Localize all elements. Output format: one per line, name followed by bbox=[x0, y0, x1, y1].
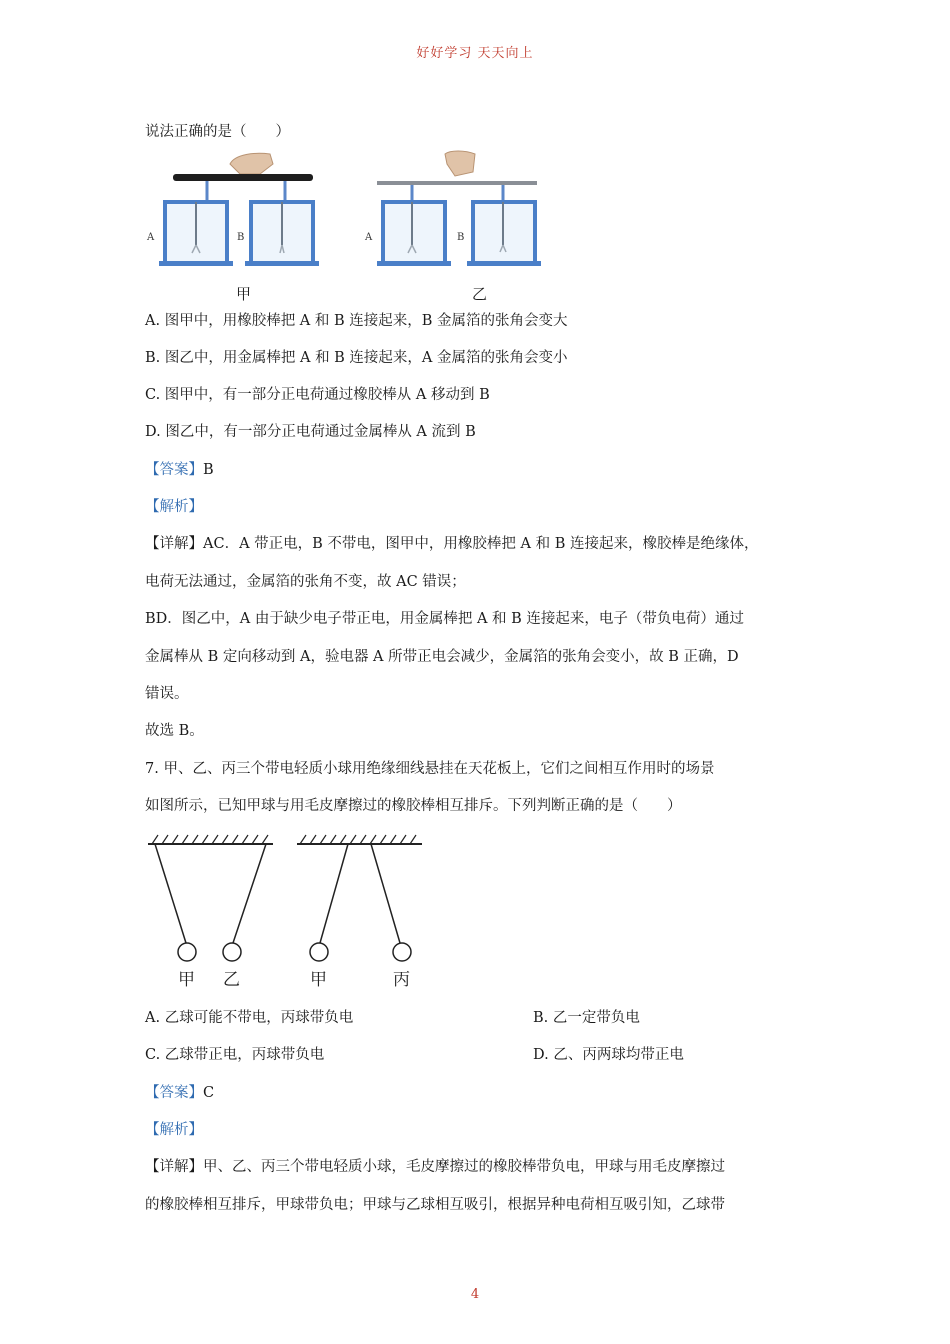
ball-label-jia: 甲 bbox=[310, 970, 327, 990]
answer-tag: 【答案】 bbox=[145, 1085, 203, 1101]
electroscope-figure-yi bbox=[365, 150, 545, 270]
q6-analysis-tag: 【解析】 bbox=[145, 499, 203, 515]
q6-option-a: A. 图甲中，用橡胶棒把 A 和 B 连接起来，B 金属箔的张角会变大 bbox=[145, 313, 568, 329]
q6-stem-tail: 说法正确的是（ ） bbox=[145, 124, 290, 140]
q7-analysis-tag: 【解析】 bbox=[145, 1122, 203, 1138]
q7-option-a: A. 乙球可能不带电，丙球带负电 bbox=[145, 1010, 354, 1026]
q6-option-b: B. 图乙中，用金属棒把 A 和 B 连接起来，A 金属箔的张角会变小 bbox=[145, 350, 568, 366]
q7-option-c: C. 乙球带正电，丙球带负电 bbox=[145, 1047, 325, 1063]
ball-label-jia: 甲 bbox=[178, 970, 195, 990]
answer-value: B bbox=[203, 462, 214, 478]
q6-option-c: C. 图甲中，有一部分正电荷通过橡胶棒从 A 移动到 B bbox=[145, 387, 490, 403]
figure-caption-jia: 甲 bbox=[236, 285, 252, 303]
detail-tag: 【详解】 bbox=[145, 1159, 203, 1175]
q7-option-d: D. 乙、丙两球均带正电 bbox=[533, 1047, 684, 1063]
ball-label-bing: 丙 bbox=[393, 970, 410, 990]
q7-answer bbox=[145, 1083, 214, 1103]
q6-conclusion: 故选 B。 bbox=[145, 723, 204, 739]
electroscope-label-a: A bbox=[365, 232, 373, 243]
q7-detail-line bbox=[145, 1157, 725, 1177]
electroscope-figure-jia bbox=[145, 150, 325, 270]
q6-detail-line: 金属棒从 B 定向移动到 A，验电器 A 所带正电会减少，金属箔的张角会变小，故 B 正确，D bbox=[145, 649, 739, 665]
electroscope-label-b: B bbox=[237, 232, 245, 243]
q6-detail-line bbox=[145, 534, 758, 554]
answer-value: C bbox=[203, 1085, 215, 1101]
electroscope-label-b: B bbox=[457, 232, 465, 243]
q6-option-d: D. 图乙中，有一部分正电荷通过金属棒从 A 流到 B bbox=[145, 424, 476, 440]
q6-detail-line: 错误。 bbox=[145, 686, 189, 702]
detail-tag: 【详解】 bbox=[145, 536, 203, 552]
q7-detail-line: 的橡胶棒相互排斥，甲球带负电；甲球与乙球相互吸引，根据异种电荷相互吸引知，乙球带 bbox=[145, 1197, 725, 1213]
q6-detail-line: 电荷无法通过，金属箔的张角不变，故 AC 错误； bbox=[145, 574, 466, 590]
detail-text: AC．A 带正电，B 不带电，图甲中，用橡胶棒把 A 和 B 连接起来，橡胶棒是绝缘体， bbox=[203, 536, 759, 552]
answer-tag: 【答案】 bbox=[145, 462, 203, 478]
q7-stem-line: 如图所示，已知甲球与用毛皮摩擦过的橡胶棒相互排斥。下列判断正确的是（ ） bbox=[145, 798, 682, 814]
electroscope-label-a: A bbox=[147, 232, 155, 243]
detail-text: 甲、乙、丙三个带电轻质小球，毛皮摩擦过的橡胶棒带负电，甲球与用毛皮摩擦过 bbox=[203, 1159, 725, 1175]
page-header: 好好学习 天天向上 bbox=[416, 46, 534, 61]
q7-option-b: B. 乙一定带负电 bbox=[533, 1010, 640, 1026]
ball-label-yi: 乙 bbox=[223, 970, 240, 990]
pendulum-figure bbox=[140, 830, 440, 995]
page-number: 4 bbox=[470, 1287, 480, 1302]
q6-detail-line: BD．图乙中，A 由于缺少电子带正电，用金属棒把 A 和 B 连接起来，电子（带负电荷）通过 bbox=[145, 611, 744, 627]
q7-stem-line: 7. 甲、乙、丙三个带电轻质小球用绝缘细线悬挂在天花板上，它们之间相互作用时的场景 bbox=[145, 761, 715, 777]
q6-answer bbox=[145, 460, 214, 480]
figure-caption-yi: 乙 bbox=[472, 285, 488, 303]
